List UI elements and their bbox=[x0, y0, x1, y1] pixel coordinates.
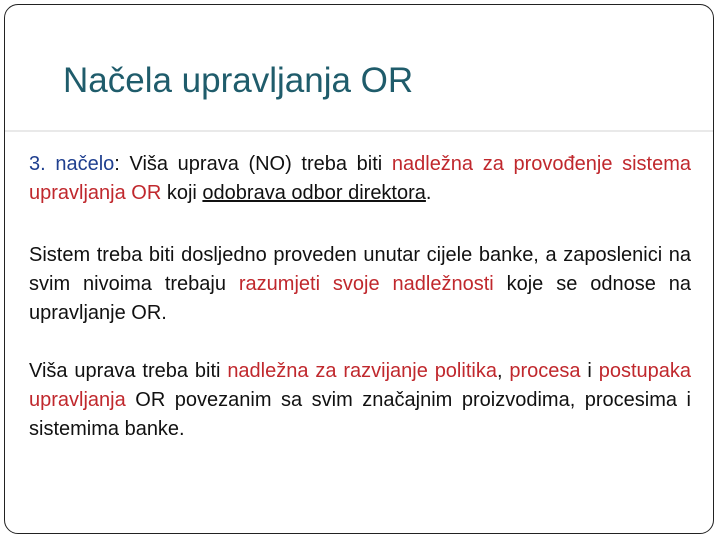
text-segment: koje se odnose na upravljanje OR. bbox=[29, 273, 691, 324]
paragraph-principle-3 bbox=[29, 150, 691, 208]
highlight-responsibility: nadležna za provođenje sistema upravljanja OR bbox=[29, 153, 691, 204]
text-segment: : Viša uprava (NO) treba biti bbox=[114, 153, 392, 175]
highlight-procedures: postupaka upravljanja bbox=[29, 360, 691, 411]
paragraph-implementation bbox=[29, 241, 691, 328]
highlight-policies: nadležna za razvijanje politika bbox=[227, 360, 497, 382]
text-segment: OR povezanim sa svim značajnim proizvodima, procesima i sistemima banke. bbox=[29, 389, 691, 440]
title-divider bbox=[5, 130, 713, 132]
paragraph-policies bbox=[29, 357, 691, 444]
text-segment: koji bbox=[161, 182, 203, 204]
text-segment: Viša uprava treba biti bbox=[29, 360, 228, 382]
slide bbox=[4, 4, 714, 534]
text-segment: i bbox=[580, 360, 599, 382]
highlight-understanding: razumjeti svoje nadležnosti bbox=[238, 273, 494, 295]
text-segment: . bbox=[425, 182, 432, 204]
text-segment: , bbox=[496, 360, 510, 382]
principle-label: 3. načelo bbox=[29, 153, 115, 175]
underlined-approval: odobrava odbor direktora bbox=[202, 182, 426, 204]
text-segment: Sistem treba biti dosljedno proveden unutar cijele banke, a zaposlenici na svim nivoima trebaju bbox=[29, 244, 691, 295]
highlight-processes: procesa bbox=[509, 360, 581, 382]
slide-title: Načela upravljanja OR bbox=[63, 61, 414, 100]
